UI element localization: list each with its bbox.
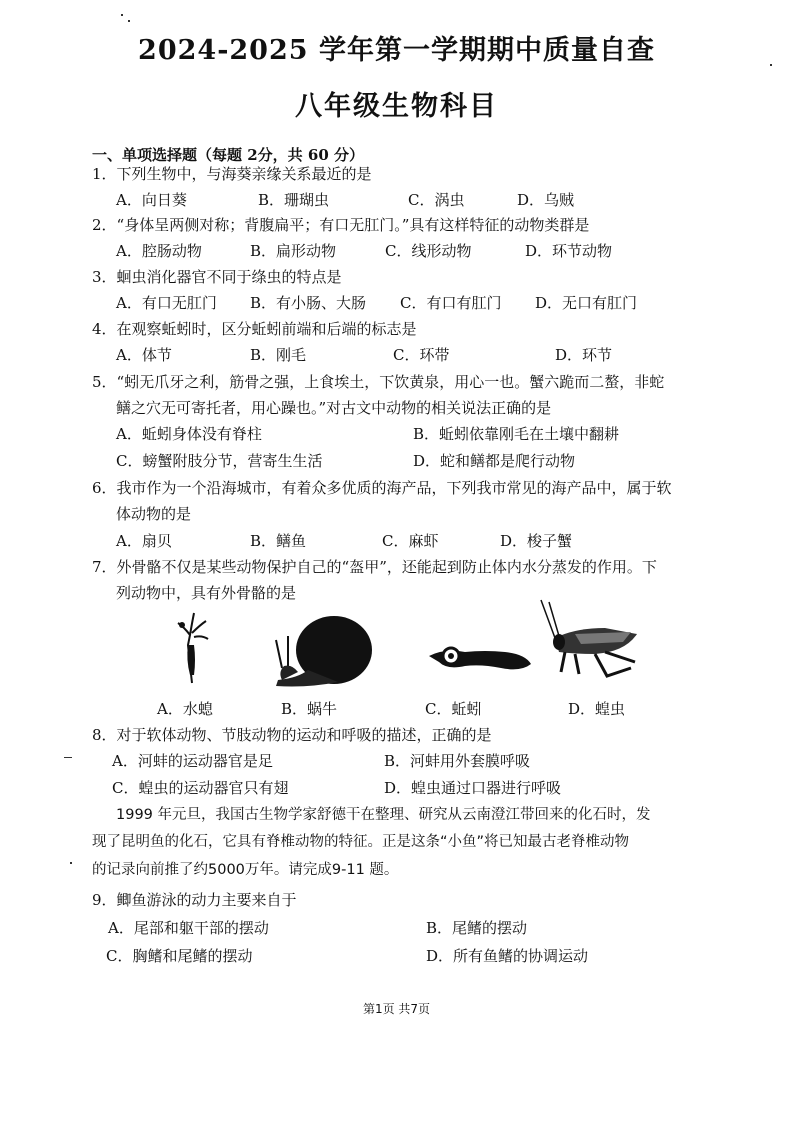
hydra-icon bbox=[172, 605, 212, 685]
passage-line-1: 1999 年元旦，我国古生物学家舒德干在整理、研究从云南澄江带回来的化石时，发 bbox=[116, 807, 651, 823]
question-5-stem-line1: 5．“蚓无爪牙之利，筋骨之强，上食埃土，下饮黄泉，用心一也。蟹六跪而二螯，非蛇 bbox=[92, 373, 665, 391]
passage-line-3: 的记录向前推了约5000万年。请完成9-11 题。 bbox=[92, 862, 399, 878]
question-9-stem: 9．鲫鱼游泳的动力主要来自于 bbox=[92, 891, 297, 909]
q7-option-d: D．蝗虫 bbox=[568, 700, 626, 718]
q3-option-a: A．有口无肛门 bbox=[116, 294, 217, 312]
q9-option-d: D．所有鱼鳍的协调运动 bbox=[426, 947, 589, 965]
scan-speck bbox=[128, 20, 130, 22]
q5-option-a: A．蚯蚓身体没有脊柱 bbox=[116, 425, 262, 443]
q8-option-a: A．河蚌的运动器官是足 bbox=[112, 752, 273, 770]
q4-option-a: A．体节 bbox=[116, 346, 172, 364]
q6-option-a: A．扇贝 bbox=[116, 532, 172, 550]
q8-option-d: D．蝗虫通过口器进行呼吸 bbox=[384, 779, 562, 797]
snail-icon bbox=[268, 610, 378, 690]
q7-option-c: C．蚯蚓 bbox=[425, 700, 482, 718]
q2-option-c: C．线形动物 bbox=[385, 242, 472, 260]
q7-option-b: B．蜗牛 bbox=[281, 700, 338, 718]
q7-option-a: A．水螅 bbox=[157, 700, 213, 718]
q9-option-c: C．胸鳍和尾鳍的摆动 bbox=[106, 947, 253, 965]
earthworm-icon bbox=[425, 632, 535, 682]
exam-subtitle: 八年级生物科目 bbox=[295, 91, 498, 122]
q9-option-b: B．尾鳍的摆动 bbox=[426, 919, 528, 937]
q3-option-b: B．有小肠、大肠 bbox=[250, 294, 367, 312]
q6-option-b: B．鳝鱼 bbox=[250, 532, 307, 550]
page-footer: 第1页 共7页 bbox=[362, 1002, 431, 1016]
q4-option-c: C．环带 bbox=[393, 346, 450, 364]
question-6-stem-line1: 6．我市作为一个沿海城市，有着众多优质的海产品，下列我市常见的海产品中，属于软 bbox=[92, 479, 672, 497]
q1-option-a: A．向日葵 bbox=[116, 191, 187, 209]
q4-option-d: D．环节 bbox=[555, 346, 613, 364]
q2-option-a: A．腔肠动物 bbox=[116, 242, 202, 260]
scan-speck bbox=[70, 862, 72, 864]
scan-speck bbox=[64, 757, 72, 758]
scan-speck bbox=[770, 64, 772, 66]
q2-option-b: B．扁形动物 bbox=[250, 242, 337, 260]
question-6-stem-line2: 体动物的是 bbox=[116, 505, 192, 523]
question-7-stem-line1: 7．外骨骼不仅是某些动物保护自己的“盔甲”，还能起到防止体内水分蒸发的作用。下 bbox=[92, 558, 657, 576]
q5-option-b: B．蚯蚓依靠刚毛在土壤中翻耕 bbox=[413, 425, 620, 443]
question-1-stem: 1．下列生物中，与海葵亲缘关系最近的是 bbox=[92, 165, 372, 183]
question-4-stem: 4．在观察蚯蚓时，区分蚯蚓前端和后端的标志是 bbox=[92, 320, 417, 338]
q6-option-d: D．梭子蟹 bbox=[500, 532, 573, 550]
section-heading: 一、单项选择题（每题 2分，共 60 分） bbox=[92, 146, 364, 164]
question-2-stem: 2．“身体呈两侧对称；背腹扁平；有口无肛门。”具有这样特征的动物类群是 bbox=[92, 216, 590, 234]
q1-option-b: B．珊瑚虫 bbox=[258, 191, 330, 209]
q3-option-c: C．有口有肛门 bbox=[400, 294, 502, 312]
scan-speck bbox=[121, 14, 123, 16]
q9-option-a: A．尾部和躯干部的摆动 bbox=[108, 919, 269, 937]
passage-line-2: 现了昆明鱼的化石，它具有脊椎动物的特征。正是这条“小鱼”将已知最古老脊椎动物 bbox=[92, 834, 630, 850]
q5-option-d: D．蛇和鳝都是爬行动物 bbox=[413, 452, 576, 470]
q8-option-c: C．蝗虫的运动器官只有翅 bbox=[112, 779, 289, 797]
grasshopper-icon bbox=[535, 598, 645, 688]
q6-option-c: C．麻虾 bbox=[382, 532, 439, 550]
question-8-stem: 8．对于软体动物、节肢动物的运动和呼吸的描述，正确的是 bbox=[92, 726, 492, 744]
exam-title: 2024-2025 学年第一学期期中质量自查 bbox=[138, 35, 655, 66]
question-3-stem: 3．蛔虫消化器官不同于绦虫的特点是 bbox=[92, 268, 342, 286]
q3-option-d: D．无口有肛门 bbox=[535, 294, 638, 312]
question-5-stem-line2: 鳝之穴无可寄托者，用心躁也。”对古文中动物的相关说法正确的是 bbox=[116, 399, 552, 417]
q1-option-c: C．涡虫 bbox=[408, 191, 465, 209]
q1-option-d: D．乌贼 bbox=[517, 191, 575, 209]
question-7-stem-line2: 列动物中，具有外骨骼的是 bbox=[116, 584, 297, 602]
q8-option-b: B．河蚌用外套膜呼吸 bbox=[384, 752, 531, 770]
q4-option-b: B．刚毛 bbox=[250, 346, 307, 364]
q2-option-d: D．环节动物 bbox=[525, 242, 613, 260]
q5-option-c: C．螃蟹附肢分节，营寄生生活 bbox=[116, 452, 323, 470]
